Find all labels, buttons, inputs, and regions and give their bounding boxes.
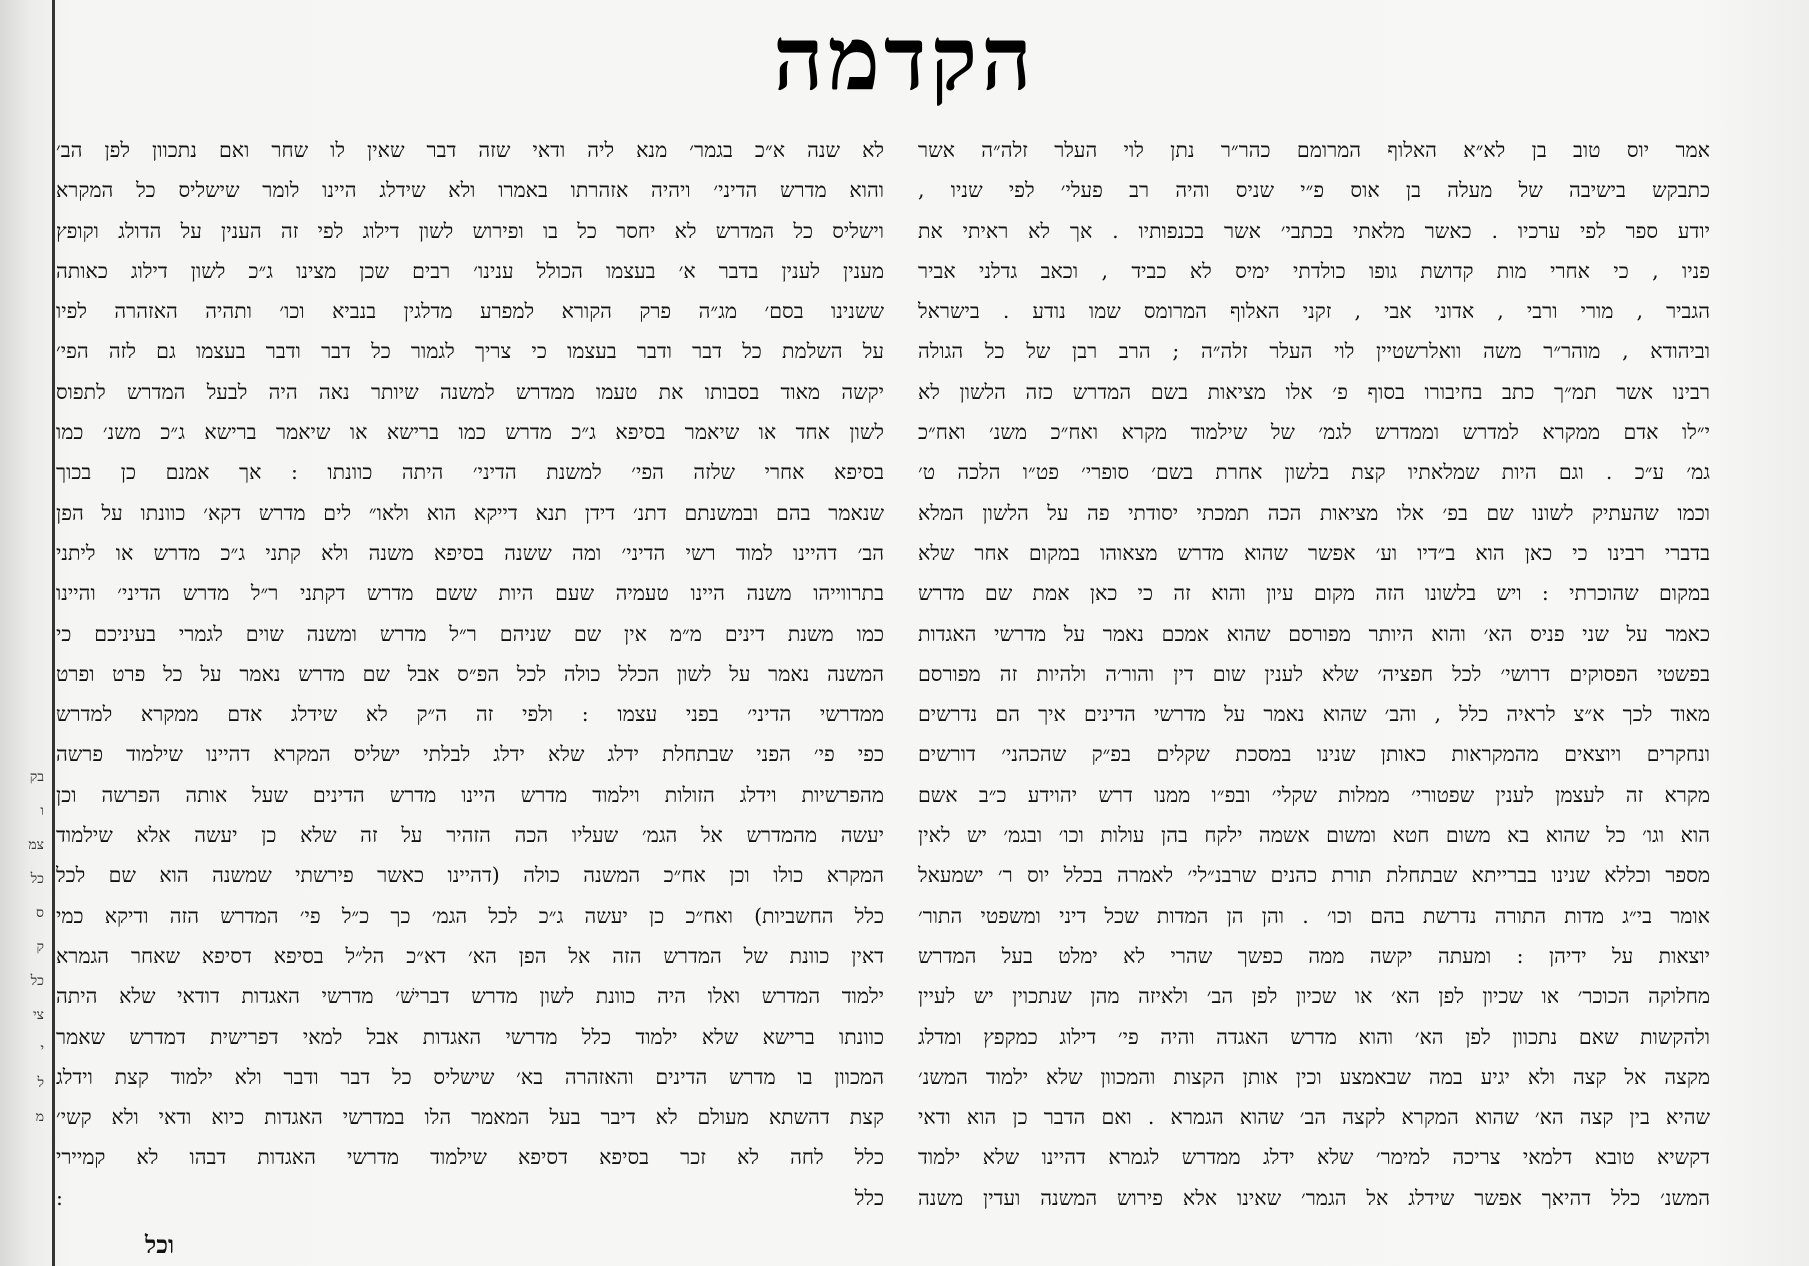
margin-rule (52, 0, 55, 1266)
text-line-left: המקרא כולו וכן אח״כ המשנה כולה (דהיינו כאשר פירשתי שמשנה הוא שם לכל (56, 863, 884, 888)
text-line-right: יוצאות על ידיהן : ומעתה יקשה ממה כפשך שהרי לא ימלט בעל המדרש (918, 943, 1710, 968)
text-line-right: מחלוקה הכוכר׳ או שכיון לפן הא׳ או שכיון לפן הב׳ ולאיזה מהן שנתכוין יש לעיין (918, 984, 1710, 1009)
text-line-right: בדברי רבינו כי כאן הוא ב״דיו וע׳ אפשר שהוא מדרש מצאוהו במקום אחר שלא (918, 540, 1710, 565)
left-margin-fragments (4, 760, 44, 1260)
text-line-left: המכוון בו מדרש הדינים והאזהרה בא׳ שישליס כל דבר ודבר ולא ילמוד קצת וידלג (56, 1064, 884, 1089)
text-line-left: דאין כוונת של המדרש הזה אל הפן הא׳ דא״כ הל״ל בסיפא דסיפא שאחר הגמרא (56, 943, 884, 968)
text-line-left: ממדרשי הדיני׳ בפני עצמו : ולפי זה ה״ק לא שידלג אדם ממקרא למדרש (56, 702, 884, 727)
text-line-left: כמו משנת דינים מ״מ אין שם שניהם ר״ל מדרש ומשנה שוים לגמרי בעיניכם כי (56, 621, 884, 646)
margin-fragment: מ (35, 1109, 44, 1125)
text-line-left: שנאמר בהם ובמשנתם דתנ׳ דידן תנא דייקא הוא ולאו״ לים מדרש דקא׳ כוונתו על הפן (56, 500, 884, 525)
left-text-column (56, 130, 884, 1218)
text-line-left: וישליס כל המדרש לא יחסר כל בו ופירוש לשון דילוג לפי זה הענין על הדולג וקופץ (56, 218, 884, 243)
margin-fragment: כל (30, 871, 44, 887)
text-line-left: ששנינו בסם׳ מג״ה פרק הקורא למפרע מדלגין בנביא וכו׳ ותהיה האזהרה לפיו (56, 299, 884, 324)
margin-fragment: ק (36, 939, 44, 955)
text-line-right: שהיא בין קצה הא׳ שהוא המקרא לקצה הב׳ שהוא הגמרא . ואם הדבר כן הוא ודאי (918, 1105, 1710, 1130)
text-line-right: במקום שהוכרתי : ויש בלשונו הזה מקום עיון והוא זה כי כאן אמת שם מדרש (918, 581, 1710, 606)
text-line-right: ולהקשות שאם נתכוון לפן הא׳ והוא מדרש האגדה והיה פי׳ דילוג כמקפץ ומדלג (918, 1024, 1710, 1049)
text-line-left: לשון אחד או שיאמר בסיפא ג״כ מדרש כמו ברישא או שיאמר ברישא ג״כ משנ׳ כמו (56, 420, 884, 445)
catchword: וכל (145, 1230, 175, 1259)
text-line-right: המשנ׳ כלל דהיאך אפשר שידלג אל הגמר׳ שאינו אלא פירוש המשנה ועדין משנה (918, 1185, 1710, 1210)
text-line-left: הב׳ דהיינו למוד רשי הדיני׳ ומה ששנה בסיפא משנה ולא קתני ג״כ מדרש או ליתני (56, 540, 884, 565)
text-line-left: כפי פי׳ הפני שבתחלת ידלג שלא ידלג לבלתי ישליס המקרא דהיינו שילמוד פרשה (56, 742, 884, 767)
right-text-column (918, 130, 1710, 1218)
text-line-right: מקצה אל קצה ולא יגיע במה שבאמצע וכין אותן הקצות והמכוון שלא ילמוד המשנ׳ (918, 1064, 1710, 1089)
text-line-left: כוונתו ברישא שלא ילמוד כלל מדרשי האגדות אבל למאי דפרישית דמדרש שאמר (56, 1024, 884, 1049)
text-line-left: המשנה נאמר על לשון הכלל כולה לכל הפ״ס אבל שם מדרש נאמר על כל פרט ופרט (56, 661, 884, 686)
margin-fragment: כל (30, 973, 44, 989)
page-title: הקדמה (773, 6, 1036, 110)
margin-fragment: ס (36, 905, 44, 921)
text-line-right: י״לו אדם ממקרא למדרש וממדרש לגמ׳ של שילמוד מקרא ואח״כ משנ׳ ואח״כ (918, 420, 1710, 445)
text-line-left: לא שנה א״כ בגמר׳ מנא ליה ודאי שזה דבר שאין לו שחר ואם נתכוון לפן הב׳ (56, 138, 884, 162)
text-line-right: ונחקרים ויוצאים מהמקראות כאותן שנינו במסכת שקלים בפ״ק שהכהני׳ דורשים (918, 742, 1710, 767)
text-line-right: מאוד לכך א״צ לראיה כלל , והב׳ שהוא נאמר על מדרשי הדינים איך הם נדרשים (918, 702, 1710, 727)
text-line-right: וביהודא , מוהר״ר משה וואלרשטיין לוי העלר זלה״ה ; הרב רבן של כל הגולה (918, 339, 1710, 364)
text-line-left: יקשה מאוד בסבותו את טעמו ממדרש למשנה שיותר נאה היה לבעל המדרש לתפוס (56, 379, 884, 404)
text-line-right: מספר וכללא שנינו בברייתא שבתחלת תורת כהנים שרבנ״לי׳ לאמרה בכלל יוס ר׳ ישמעאל (918, 863, 1710, 888)
text-line-right: גמ׳ ע״כ . וגם היות שמלאתיו קצת בלשון אחרת בשם׳ סופרי׳ פט״ו הלכה ט׳ (918, 460, 1710, 485)
text-line-left: בתרווייהו משנה היינו טעמיה שעם היות ששם מדרש דקתני ר״ל מדרש הדיני׳ והיינו (56, 581, 884, 606)
text-line-left: מענין לענין בדבר א׳ בעצמו הכולל ענינו׳ רבים שכן מצינו ג״כ לשון דילוג כאותה (56, 258, 884, 283)
text-line-left: קצת דהשתא מעולם לא דיבר בעל המאמר הלו במדרשי האגדות כיוא ודאי ולא קשי׳ (56, 1105, 884, 1130)
text-line-left: יעשה מהמדרש אל הגמ׳ שעליו הכה הזהיר על זה שלא כן יעשה אלא שילמוד (56, 823, 884, 848)
text-line-left: והוא מדרש הדיני׳ ויהיה אזהרתו באמרו ולא שידלג היינו לומר שישליס כל המקרא (56, 178, 884, 203)
text-line-left: על השלמת כל דבר ודבר בעצמו כי צריך לגמור כל דבר ודבר בעצמו גם לזה הפי׳ (56, 339, 884, 364)
margin-fragment: י (40, 1041, 44, 1057)
margin-fragment: ו (40, 803, 44, 819)
text-line-right: בפשטי הפסוקים דרושי׳ לכל חפציה׳ שלא לענין שום דין והור׳ה ולהיות זה מפורסם (918, 661, 1710, 686)
text-line-right: דקשיא טובא דלמאי צריכה למימר׳ שלא ידלג ממדרש לגמרא דהיינו שלא ילמוד (918, 1145, 1710, 1170)
text-line-right: רבינו אשר תמ״ך כתב בחיבורו בסוף פ׳ אלו מציאות בשם המדרש כזה הלשון לא (918, 379, 1710, 404)
margin-fragment: ל (37, 1075, 44, 1091)
text-line-right: אומר בי״ג מדות התורה נדרשת בהם וכו׳ . והן הן המדות שכל דיני ומשפטי התור׳ (918, 903, 1710, 928)
margin-fragment: בק (29, 769, 44, 785)
margin-fragment: צי (32, 1007, 44, 1023)
text-line-right: הוא וגו׳ כל שהוא בא משום חטא ומשום אשמה ילקח בהן עולות וכו׳ ובגמ׳ יש לאין (918, 823, 1710, 848)
text-line-right: אמר יוס טוב בן לא״א האלוף המרומם כהר״ר נתן לוי העלר זלה״ה אשר (918, 138, 1710, 162)
text-line-right: מקרא זה לעצמן לענין שפטורי׳ ממלות שקלי׳ ובפ״ו ממנו דרש יהוידע כ״ב אשם (918, 782, 1710, 807)
text-line-right: הגביר , מורי ורבי , אדוני אבי , זקני האלוף המרומס שמו נודע . בישראל (918, 299, 1710, 324)
text-line-left: כלל החשביות) ואח״כ כן יעשה ג״כ לכל הגמ׳ כך כ״ל פי׳ המדרש הזה ודיקא כמי (56, 903, 884, 928)
text-line-left: כלל : (56, 1185, 884, 1210)
text-line-right: כאמר על שני פניס הא׳ והוא היותר מפורסם שהוא אמכם נאמר על מדרשי האגדות (918, 621, 1710, 646)
text-line-left: בסיפא אחרי שלזה הפי׳ למשנת הדיני׳ היתה כוונתו : אך אמנם כן בכוך (56, 460, 884, 485)
text-line-left: ילמוד המדרש ואלו היה כוונת לשון מדרש דברישׁ׳ מדרשי האגדות דודאי שלא היתה (56, 984, 884, 1009)
text-line-left: מהפרשיות וידלג הזולות וילמוד מדרש היינו מדרש הדינים שעל אותה הפרשה וכן (56, 782, 884, 807)
text-line-right: פניו , כי אחרי מות קדושת גופו כולדתי ימיס לא כביד , וכאב גדלני אביר (918, 258, 1710, 283)
margin-fragment: צמ (28, 837, 44, 853)
text-line-right: וכמו שהעתיק לשונו שם בפ׳ אלו מציאות הכה תמכתי יסודתי פה על הלשון המלא (918, 500, 1710, 525)
text-line-right: כתבקש בישיבה של מעלה בן אוס פ״י שניס והיה רב פעלי׳ לפי שניו , (918, 178, 1710, 203)
text-line-left: כלל לחה לא זכר בסיפא דסיפא שילמוד מדרשי האגדות דבהו לא קמיירי (56, 1145, 884, 1170)
text-line-right: יודע ספר לפי ערכיו . כאשר מלאתי בכתבי׳ אשר בכנפותיו . אך לא ראיתי את (918, 218, 1710, 243)
